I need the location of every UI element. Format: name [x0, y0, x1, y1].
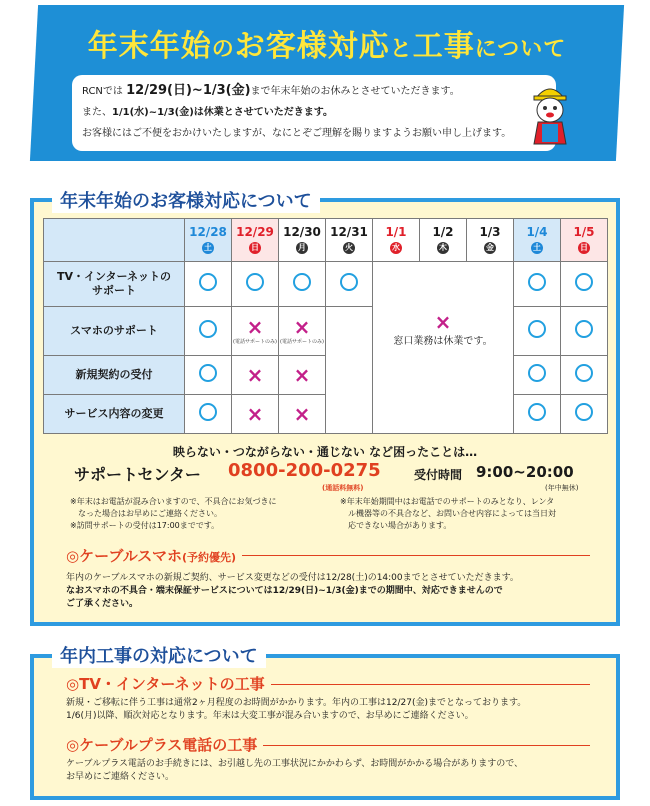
- hours-label: 受付時間: [414, 468, 463, 482]
- support-center-label: サポートセンター: [74, 465, 201, 484]
- tv-internet-construction-title: ◎TV・インターネットの工事: [66, 673, 271, 694]
- unavailable-mark: ×: [279, 395, 326, 434]
- unavailable-mark: ×: [232, 356, 279, 395]
- available-mark: [561, 262, 608, 307]
- available-mark: [561, 307, 608, 356]
- available-mark: [514, 307, 561, 356]
- day-header: 12/29 日: [232, 219, 279, 262]
- section-construction-title: 年内工事の対応について: [52, 642, 266, 668]
- available-mark: [514, 395, 561, 434]
- cable-plus-phone-title: ◎ケーブルプラス電話の工事: [66, 734, 263, 755]
- header-corner: [44, 219, 185, 262]
- available-mark: [185, 395, 232, 434]
- header-notice-box: [72, 75, 556, 151]
- cable-smartphone-text: 年内のケーブルスマホの新規ご契約、サービス変更などの受付は12/28(土)の14:00までとさせていただきます。 なおスマホの不具合・端末保証サービスについては12/29(日)~1/3(金)までの期間中、対応できませんので ご了承ください。: [66, 573, 519, 609]
- notice-line-3: お客様にはご不便をおかけいたしますが、なにとぞご理解を賜りますようお願い申し上げます。: [82, 128, 512, 139]
- trouble-text: 映らない・つながらない・通じない など困ったことは…: [172, 445, 478, 459]
- notice-line-2: また、1/1(水)~1/3(金)は休業とさせていただきます。: [82, 107, 333, 118]
- page-title: 年末年始のお客様対応と工事について: [87, 29, 567, 64]
- schedule-table: [43, 218, 608, 434]
- closed-cell: [373, 262, 514, 434]
- hours-note: (年中無休): [545, 484, 579, 492]
- day-header: 1/2 木: [420, 219, 467, 262]
- available-mark: [185, 356, 232, 395]
- row-label: 新規契約の受付: [44, 356, 185, 395]
- available-mark: [561, 356, 608, 395]
- notice-line-1: RCNでは 12/29(日)~1/3(金)まで年末年始のお休みとさせていただきます。: [82, 83, 460, 98]
- day-header: 12/31 火: [326, 219, 373, 262]
- empty-cell: [326, 307, 373, 356]
- available-mark: [514, 262, 561, 307]
- support-phone-number[interactable]: 0800-200-0275: [228, 460, 381, 481]
- day-header: 12/30 月: [279, 219, 326, 262]
- hours-value: 9:00~20:00: [476, 463, 574, 481]
- empty-cell: [326, 356, 373, 395]
- row-label: サービス内容の変更: [44, 395, 185, 434]
- day-header: 1/4 土: [514, 219, 561, 262]
- day-header: 12/28 土: [185, 219, 232, 262]
- day-header: 1/3 金: [467, 219, 514, 262]
- available-mark: [232, 262, 279, 307]
- available-mark: [185, 262, 232, 307]
- unavailable-mark: × (電話サポートのみ): [232, 307, 279, 356]
- unavailable-mark: ×: [279, 356, 326, 395]
- closed-text: 窓口業務は休業です。: [393, 336, 493, 347]
- cable-plus-phone-text: ケーブルプラス電話のお手続きには、お引越し先の工事状況にかかわらず、お時間がかかる場合がありますので、 お早めにご連絡ください。: [66, 759, 524, 782]
- unavailable-mark: × (電話サポートのみ): [279, 307, 326, 356]
- empty-cell: [326, 395, 373, 434]
- note-right: ※年末年始期間中はお電話でのサポートのみとなり、レンタ ル機器等の不具合など、お問い合せ内容によっては当日対 応できない場合があります。: [340, 497, 556, 530]
- note-left: ※年末はお電話が混み合いますので、不具合にお気づきに なった場合はお早めにご連絡ください。 ※訪問サポートの受付は17:00までです。: [70, 497, 277, 530]
- section-holiday-service-title: 年末年始のお客様対応について: [52, 187, 320, 213]
- unavailable-mark: ×: [232, 395, 279, 434]
- day-header: 1/1 水: [373, 219, 420, 262]
- closed-mark: ×: [434, 310, 452, 334]
- tv-internet-construction-text: 新規・ご移転に伴う工事は通常2ヶ月程度のお時間がかかります。年内の工事は12/27(金)までとなっております。 1/6(月)以降、順次対応となります。年末は大変工事が混み合いますので、お早めにご連絡ください。: [66, 698, 527, 721]
- cable-smartphone-title: ◎ケーブルスマホ(予約優先): [66, 545, 242, 566]
- available-mark: [279, 262, 326, 307]
- available-mark: [561, 395, 608, 434]
- toll-free-note: (通話料無料): [322, 484, 364, 492]
- available-mark: [514, 356, 561, 395]
- available-mark: [185, 307, 232, 356]
- row-label: TV・インターネットの サポート: [44, 262, 185, 307]
- available-mark: [326, 262, 373, 307]
- row-label: スマホのサポート: [44, 307, 185, 356]
- day-header: 1/5 日: [561, 219, 608, 262]
- mascot-illustration: [528, 80, 572, 148]
